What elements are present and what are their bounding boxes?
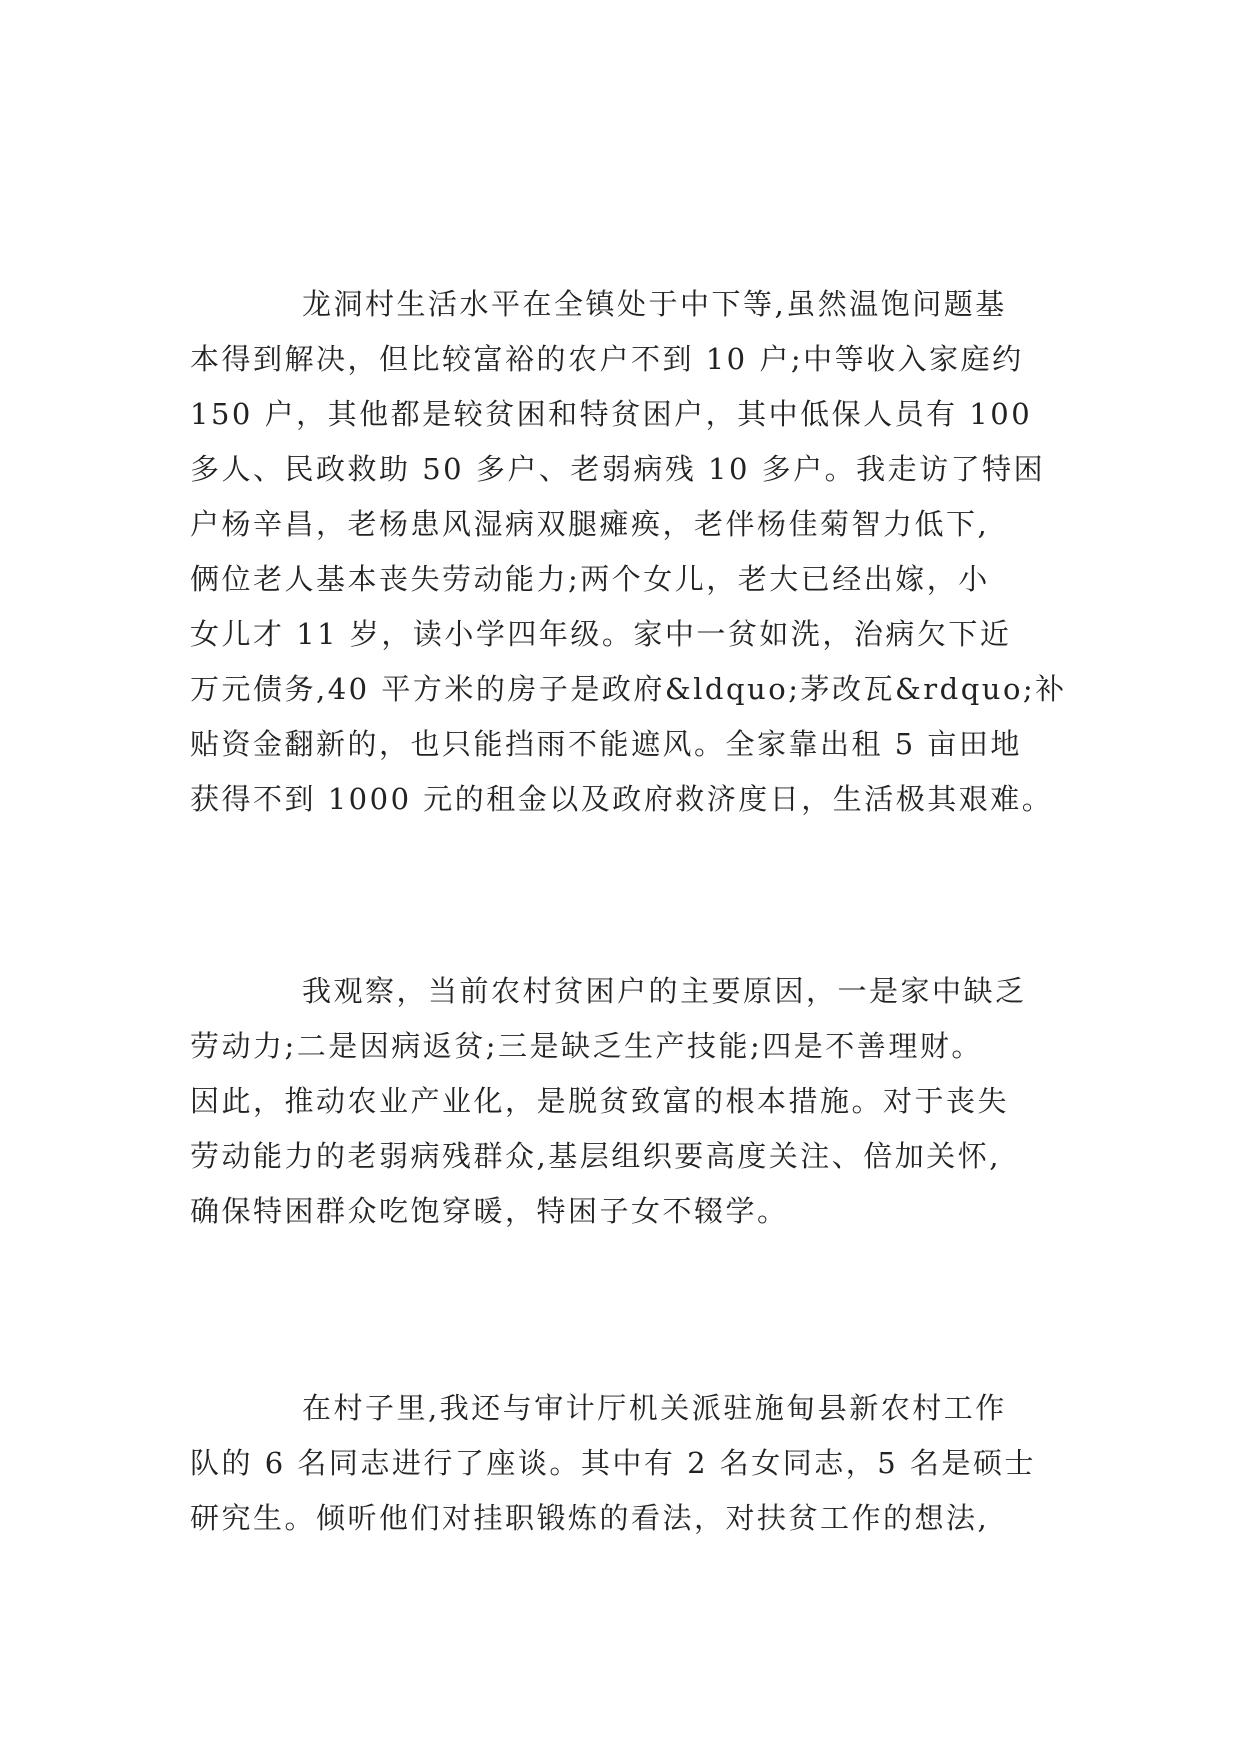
- text-line: 因此，推动农业产业化，是脱贫致富的根本措施。对于丧失: [190, 1084, 1010, 1118]
- text-line: 龙洞村生活水平在全镇处于中下等,虽然温饱问题基: [302, 287, 1007, 321]
- text-line: 劳动能力的老弱病残群众,基层组织要高度关注、倍加关怀,: [190, 1139, 1001, 1173]
- paragraph-3: [190, 1381, 1060, 1546]
- text-line: 劳动力;二是因病返贫;三是缺乏生产技能;四是不善理财。: [190, 1029, 983, 1063]
- paragraph-1: [190, 277, 1067, 827]
- text-line: 在村子里,我还与审计厅机关派驻施甸县新农村工作: [302, 1391, 1007, 1425]
- text-line: 多人、民政救助 50 多户、老弱病残 10 多户。我走访了特困: [190, 452, 1046, 486]
- text-line: 研究生。倾听他们对挂职锻炼的看法，对扶贫工作的想法,: [190, 1501, 990, 1535]
- text-line: 队的 6 名同志进行了座谈。其中有 2 名女同志，5 名是硕士: [190, 1446, 1036, 1480]
- paragraph-2: [190, 964, 1060, 1239]
- text-line: 贴资金翻新的，也只能挡雨不能遮风。全家靠出租 5 亩田地: [190, 727, 1022, 761]
- text-line: 户杨辛昌，老杨患风湿病双腿瘫痪，老伴杨佳菊智力低下,: [190, 507, 990, 541]
- text-line: 确保特困群众吃饱穿暖，特困子女不辍学。: [190, 1194, 789, 1228]
- text-line: 获得不到 1000 元的租金以及政府救济度日，生活极其艰难。: [190, 782, 1054, 816]
- text-line: 女儿才 11 岁，读小学四年级。家中一贫如洗，治病欠下近: [190, 617, 1012, 651]
- text-line: 本得到解决，但比较富裕的农户不到 10 户;中等收入家庭约: [190, 342, 1024, 376]
- text-line: 万元债务,40 平方米的房子是政府&ldquo;茅改瓦&rdquo;补: [190, 672, 1067, 706]
- text-line: 俩位老人基本丧失劳动能力;两个女儿，老大已经出嫁，小: [190, 562, 990, 596]
- text-line: 150 户，其他都是较贫困和特贫困户，其中低保人员有 100: [190, 397, 1033, 431]
- text-line: 我观察，当前农村贫困户的主要原因，一是家中缺乏: [302, 974, 1027, 1008]
